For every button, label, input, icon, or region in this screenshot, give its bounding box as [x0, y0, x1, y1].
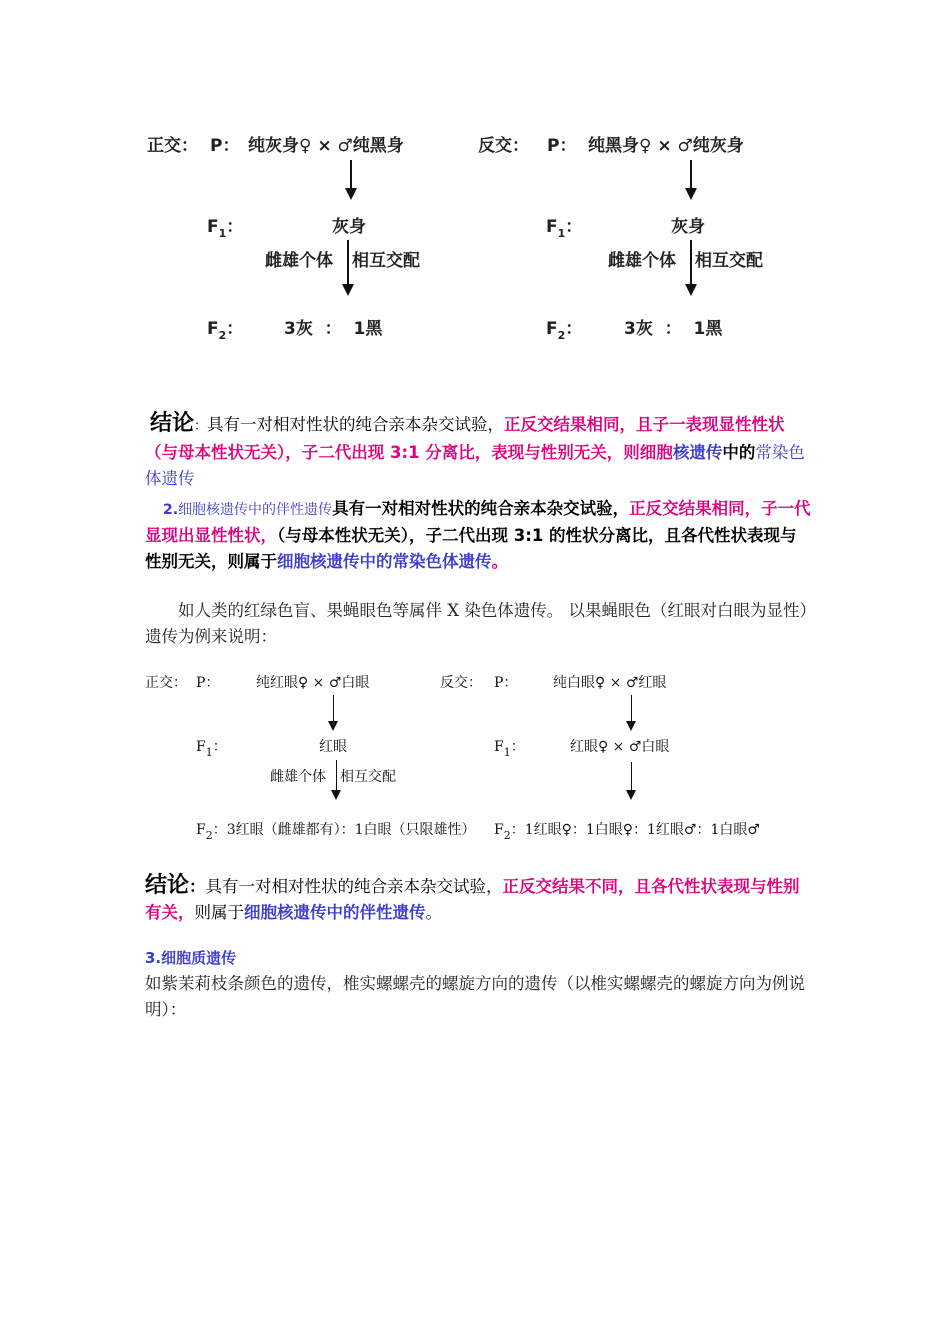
arrow-shaft	[333, 695, 334, 721]
arrow-shaft	[690, 240, 692, 284]
f1-label: $F_1$：	[494, 739, 525, 759]
arrow-head	[626, 790, 636, 800]
arrow-head	[345, 188, 357, 200]
cross-label-forward: 正交：	[145, 675, 187, 691]
f1-cross: 红眼♀ × ♂白眼	[570, 739, 670, 755]
cross-label-reverse: 反交：	[478, 136, 529, 156]
mate-left-text: 雌雄个体	[608, 251, 676, 271]
f1-label: $F_1$：	[207, 217, 244, 240]
mate-left-text: 雌雄个体	[270, 769, 326, 785]
cross-label-reverse: 反交：	[440, 675, 482, 691]
arrow-head	[328, 721, 338, 731]
mate-right-text: 相互交配	[695, 251, 763, 271]
section-sex-linked: 2.细胞核遗传中的伴性遗传具有一对相对性状的纯合亲本杂交试验，正反交结果相同，子一代显现出显性性状，（与母本性状无关），子二代出现 3:1 的性状分离比，且各代性状表现与性别无关，则属于细胞核遗传中的常染色体遗传。	[145, 499, 811, 571]
arrow-shaft	[631, 695, 632, 721]
f2-result: $F_2$：3红眼（雌雄都有）：1白眼（只限雄性）	[196, 822, 476, 842]
arrow-shaft	[350, 160, 352, 188]
arrow-shaft	[690, 160, 692, 188]
arrow-shaft	[336, 760, 337, 790]
f2-label: $F_2$：	[546, 319, 583, 342]
f1-result: 灰身	[671, 217, 705, 237]
f2-label: $F_2$：	[207, 319, 244, 342]
f1-result: 红眼	[319, 739, 347, 755]
intro-paragraph: 如人类的红绿色盲、果蝇眼色等属伴 X 染色体遗传。 以果蝇眼色（红眼对白眼为显性）遗传为例来说明：	[145, 601, 808, 646]
p-label: P：	[494, 675, 518, 691]
p-cross: 纯黑身♀ × ♂纯灰身	[588, 136, 744, 156]
section-text: 如紫茉莉枝条颜色的遗传，椎实螺螺壳的螺旋方向的遗传（以椎实螺螺壳的螺旋方向为例说明）：	[145, 974, 805, 1019]
section-cytoplasmic	[145, 945, 813, 1023]
arrow-head	[685, 284, 697, 296]
mate-right-text: 相互交配	[340, 769, 396, 785]
f1-result: 灰身	[332, 217, 366, 237]
section-title: 细胞核遗传中的伴性遗传	[178, 502, 333, 518]
mate-left-text: 雌雄个体	[265, 251, 333, 271]
arrow-head	[342, 284, 354, 296]
f1-label: $F_1$：	[196, 739, 227, 759]
p-label: P：	[210, 136, 240, 156]
arrow-head	[331, 790, 341, 800]
f2-result: $F_2$：1红眼♀：1白眼♀：1红眼♂：1白眼♂	[494, 822, 760, 842]
f2-ratio: 3灰 ： 1黑	[624, 319, 723, 339]
p-cross: 纯红眼♀ × ♂白眼	[256, 675, 370, 691]
section-number: 2.	[163, 502, 179, 518]
arrow-head	[685, 188, 697, 200]
conclusion-autosomal: 结论：具有一对相对性状的纯合亲本杂交试验，正反交结果相同，且子一表现显性性状（与母本性状无关），子二代出现 3:1 分离比，表现与性别无关，则细胞核遗传中的常染色体遗传	[145, 410, 805, 488]
p-label: P：	[196, 675, 220, 691]
p-cross: 纯白眼♀ × ♂红眼	[553, 675, 667, 691]
conclusion-sex-linked: 结论：具有一对相对性状的纯合亲本杂交试验，正反交结果不同，且各代性状表现与性别有关，则属于细胞核遗传中的伴性遗传。	[145, 872, 800, 922]
cross-label-forward: 正交：	[147, 136, 198, 156]
f2-ratio: 3灰 ： 1黑	[284, 319, 383, 339]
conclusion-title: 结论	[145, 872, 190, 898]
p-label: P：	[547, 136, 577, 156]
arrow-head	[626, 721, 636, 731]
mate-right-text: 相互交配	[352, 251, 420, 271]
conclusion-title: 结论	[150, 410, 195, 436]
arrow-shaft	[347, 240, 349, 284]
section-title: 3.细胞质遗传	[145, 949, 237, 967]
arrow-shaft	[631, 762, 632, 790]
p-cross: 纯灰身♀ × ♂纯黑身	[248, 136, 404, 156]
f1-label: $F_1$：	[546, 217, 583, 240]
